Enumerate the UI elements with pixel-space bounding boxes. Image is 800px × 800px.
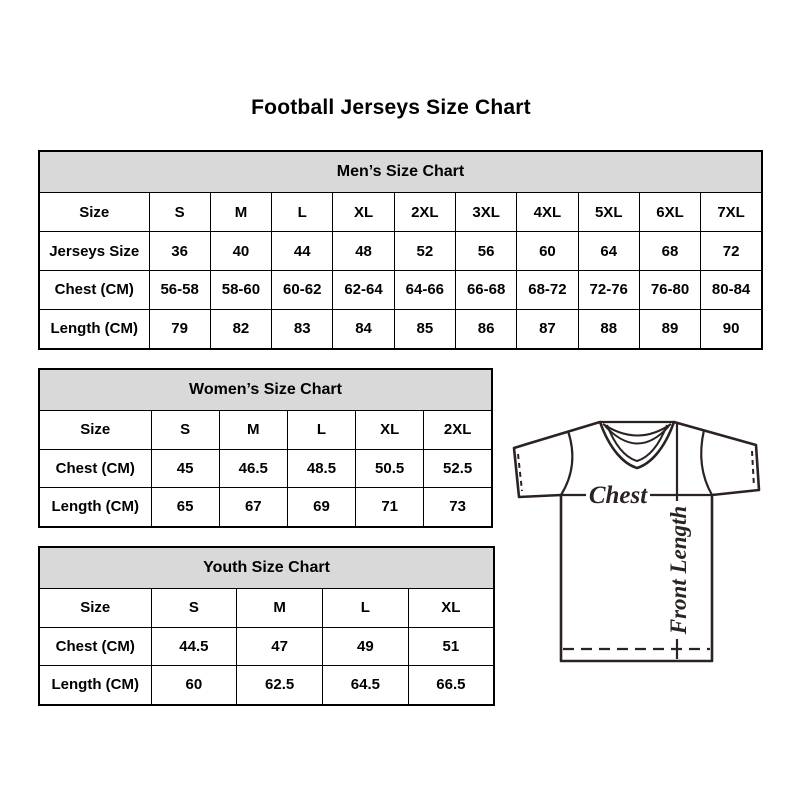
value-cell: 62.5 — [237, 665, 323, 705]
value-cell: 48.5 — [287, 449, 355, 487]
jersey-measurement-diagram — [505, 412, 770, 672]
value-cell: 2XL — [394, 193, 455, 232]
value-cell: 76-80 — [639, 270, 700, 309]
row-label-cell: Chest (CM) — [39, 270, 149, 309]
value-cell: 82 — [210, 309, 271, 349]
chest-label: Chest — [588, 482, 648, 509]
value-cell: 3XL — [455, 193, 516, 232]
value-cell: 47 — [237, 627, 323, 665]
value-cell: 89 — [639, 309, 700, 349]
value-cell: 65 — [151, 487, 219, 527]
value-cell: 52 — [394, 232, 455, 271]
value-cell: XL — [333, 193, 394, 232]
value-cell: 64-66 — [394, 270, 455, 309]
men-table-header: Men’s Size Chart — [39, 151, 762, 193]
value-cell: 86 — [455, 309, 516, 349]
page-title: Football Jerseys Size Chart — [251, 96, 531, 119]
value-cell: 49 — [323, 627, 409, 665]
value-cell: 2XL — [424, 411, 492, 449]
value-cell: 6XL — [639, 193, 700, 232]
value-cell: 85 — [394, 309, 455, 349]
value-cell: 66-68 — [455, 270, 516, 309]
value-cell: M — [210, 193, 271, 232]
value-cell: S — [149, 193, 210, 232]
value-cell: 62-64 — [333, 270, 394, 309]
women-table-header: Women’s Size Chart — [39, 369, 492, 411]
value-cell: 88 — [578, 309, 639, 349]
value-cell: 80-84 — [701, 270, 762, 309]
value-cell: 52.5 — [424, 449, 492, 487]
row-label-cell: Length (CM) — [39, 487, 151, 527]
value-cell: 73 — [424, 487, 492, 527]
value-cell: 56 — [455, 232, 516, 271]
value-cell: 50.5 — [356, 449, 424, 487]
value-cell: S — [151, 589, 237, 627]
value-cell: 56-58 — [149, 270, 210, 309]
value-cell: 44.5 — [151, 627, 237, 665]
value-cell: 46.5 — [219, 449, 287, 487]
value-cell: XL — [408, 589, 494, 627]
right-cuff-dashed-line — [752, 451, 754, 487]
front-length-label: Front Length — [666, 505, 691, 635]
value-cell: 67 — [219, 487, 287, 527]
value-cell: 72 — [701, 232, 762, 271]
row-label-cell: Size — [39, 193, 149, 232]
mens-size-table — [38, 150, 763, 350]
value-cell: M — [219, 411, 287, 449]
value-cell: L — [272, 193, 333, 232]
row-label-cell: Chest (CM) — [39, 627, 151, 665]
value-cell: L — [287, 411, 355, 449]
value-cell: 36 — [149, 232, 210, 271]
value-cell: L — [323, 589, 409, 627]
value-cell: M — [237, 589, 323, 627]
value-cell: 60 — [151, 665, 237, 705]
value-cell: 68 — [639, 232, 700, 271]
jersey-outline-shape — [514, 422, 759, 661]
value-cell: 51 — [408, 627, 494, 665]
value-cell: 84 — [333, 309, 394, 349]
row-label-cell: Length (CM) — [39, 665, 151, 705]
row-label-cell: Size — [39, 411, 151, 449]
row-label-cell: Jerseys Size — [39, 232, 149, 271]
row-label-cell: Length (CM) — [39, 309, 149, 349]
youth-table-header: Youth Size Chart — [39, 547, 494, 589]
value-cell: 66.5 — [408, 665, 494, 705]
value-cell: 79 — [149, 309, 210, 349]
value-cell: 58-60 — [210, 270, 271, 309]
value-cell: 48 — [333, 232, 394, 271]
value-cell: 7XL — [701, 193, 762, 232]
value-cell: 60-62 — [272, 270, 333, 309]
value-cell: 83 — [272, 309, 333, 349]
youth-size-table — [38, 546, 495, 706]
value-cell: 69 — [287, 487, 355, 527]
value-cell: 40 — [210, 232, 271, 271]
value-cell: 71 — [356, 487, 424, 527]
row-label-cell: Chest (CM) — [39, 449, 151, 487]
value-cell: 90 — [701, 309, 762, 349]
value-cell: 72-76 — [578, 270, 639, 309]
value-cell: 4XL — [517, 193, 578, 232]
row-label-cell: Size — [39, 589, 151, 627]
left-armhole-seam — [561, 431, 572, 495]
value-cell: 64.5 — [323, 665, 409, 705]
value-cell: XL — [356, 411, 424, 449]
value-cell: 87 — [517, 309, 578, 349]
value-cell: 44 — [272, 232, 333, 271]
womens-size-table — [38, 368, 493, 528]
value-cell: S — [151, 411, 219, 449]
value-cell: 68-72 — [517, 270, 578, 309]
value-cell: 64 — [578, 232, 639, 271]
value-cell: 5XL — [578, 193, 639, 232]
value-cell: 60 — [517, 232, 578, 271]
value-cell: 45 — [151, 449, 219, 487]
right-armhole-seam — [701, 430, 712, 495]
